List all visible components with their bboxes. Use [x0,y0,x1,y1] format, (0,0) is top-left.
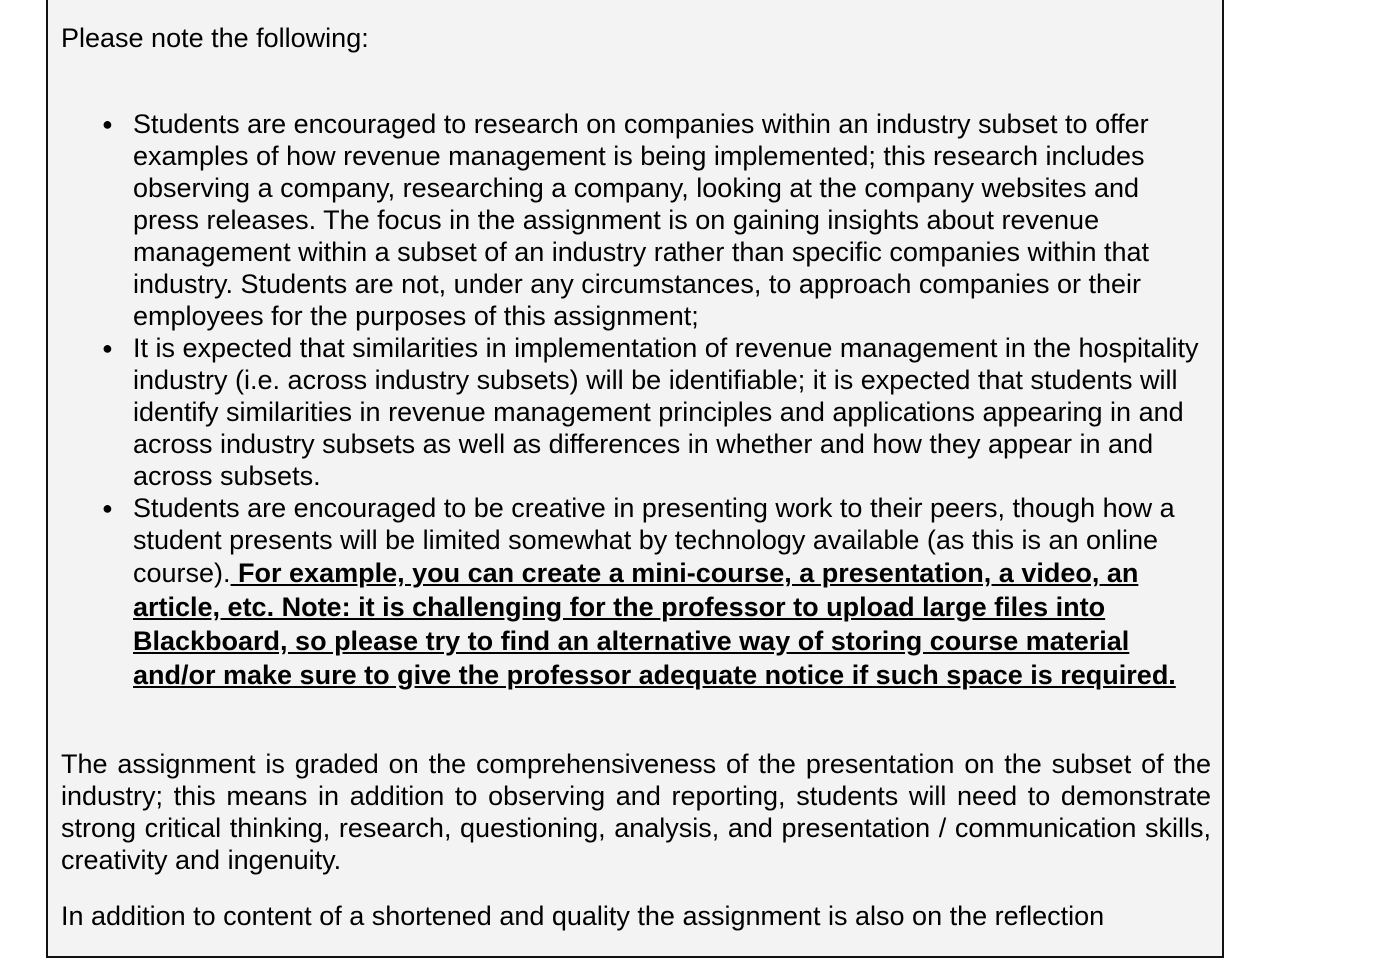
list-item-text: It is expected that similarities in implementation of revenue management in the hospitality industry (i.e. across industry subsets) will be identifiable; it is expected that students will identify similarities in revenue management principles and applications appearing in and across industry subsets as well as differences in whether and how they appear in and across subsets. [133,333,1199,491]
emphasis-note: For example, you can create a mini-course, a presentation, a video, an article, etc. Note: it is challenging for the professor to upload large files into Blackboard, so please try to find an alternative way of storing course material and/or make sure to give the professor adequate notice if such space is required. [133,558,1176,690]
document-content [61,22,1211,932]
document-panel [46,0,1224,958]
list-item [102,108,1211,332]
list-item [102,492,1211,692]
intro-text: Please note the following: [61,23,369,53]
list-item [102,332,1211,492]
list-item-text: Students are encouraged to research on companies within an industry subset to offer examples of how revenue management is being implemented; this research includes observing a company, researching a company, looking at the company websites and press releases. The focus in the assignment is on gaining insights about revenue management within a subset of an industry rather than specific companies within that industry. Students are not, under any circumstances, to approach companies or their employees for the purposes of this assignment; [133,109,1150,331]
list-item-text: Students are encouraged to be creative in presenting work to their peers, though how a student presents will be limited somewhat by technology available (as this is an online course). [133,493,1175,588]
grading-paragraph: The assignment is graded on the comprehensiveness of the presentation on the subset of the industry; this means in addition to observing and reporting, students will need to demonstrate strong critical thinking, research, questioning, analysis, and presentation / communication skills, creativity and ingenuity. [61,749,1211,875]
bullet-icon: ● [102,498,113,518]
bullet-icon: ● [102,338,113,358]
notes-list [61,108,1211,692]
cutoff-paragraph: In addition to content of a shortened and quality the assignment is also on the reflection [61,901,1105,931]
bullet-icon: ● [102,114,113,134]
